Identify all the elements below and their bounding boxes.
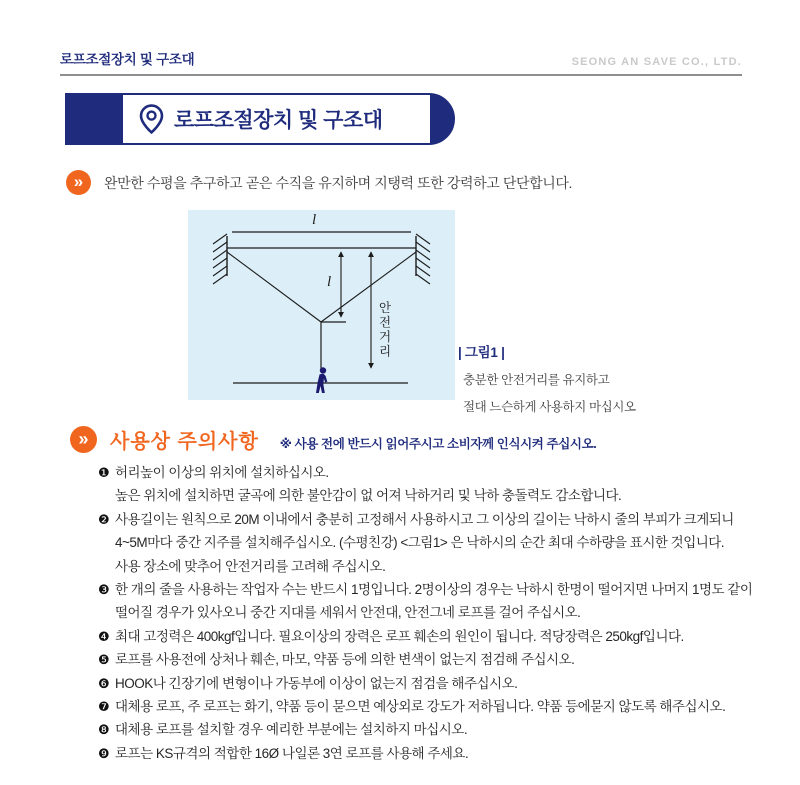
figure-caption <box>458 341 738 415</box>
notice-list <box>98 461 793 765</box>
item-line: 사용 장소에 맞추어 안전거리를 고려해 주십시오. <box>115 558 386 574</box>
banner-pill <box>121 93 455 145</box>
list-item <box>98 695 793 718</box>
item-line: HOOK나 긴장기에 변형이나 가동부에 이상이 없는지 점검을 해주십시오. <box>115 675 518 691</box>
company-name: SEONG AN SAVE CO., LTD. <box>571 56 742 68</box>
banner-accent-block <box>65 93 123 145</box>
page-header <box>60 38 742 76</box>
item-line: 떨어질 경우가 있사오니 중간 지대를 세워서 안전대, 안전그네 로프를 걸어 주십시오. <box>115 605 581 621</box>
list-item <box>98 461 793 508</box>
list-item <box>98 578 793 625</box>
length-label-top: l <box>312 212 317 228</box>
notice-header <box>70 425 596 454</box>
item-number: ❾ <box>98 745 110 761</box>
item-line: 한 개의 줄을 사용하는 작업자 수는 반드시 1명입니다. 2명이상의 경우는 낙하시 한명이 떨어지면 나머지 1명도 같이 <box>115 582 753 598</box>
item-number: ❹ <box>98 628 110 644</box>
list-item <box>98 742 793 765</box>
item-line: 로프를 사용전에 상처나 훼손, 마모, 약품 등에 의한 변색이 없는지 점검해 주십시오. <box>115 652 575 668</box>
caption-title: | 그림1 | <box>458 345 505 360</box>
item-number: ❽ <box>98 722 110 738</box>
item-number: ❷ <box>98 511 110 527</box>
figure-diagram <box>188 210 455 400</box>
item-number: ❶ <box>98 465 110 480</box>
item-line: 4~5M마다 중간 지주를 설치해주십시오. (수평친강) <그림1> 은 낙하시의 순간 최대 수하량을 표시한 것입니다. <box>115 535 725 551</box>
safety-distance-label: 안전거리 <box>377 301 391 359</box>
banner-end-cap <box>430 94 454 144</box>
notice-title: 사용상 주의사항 <box>110 431 259 453</box>
item-line: 최대 고정력은 400kgf입니다. 필요이상의 장력은 로프 훼손의 원인이 됩니다. 적당장력은 250kgf입니다. <box>115 628 684 644</box>
list-item <box>98 718 793 741</box>
item-number: ❼ <box>98 699 110 715</box>
item-number: ❸ <box>98 582 110 598</box>
list-item <box>98 648 793 671</box>
item-line: 대체용 로프, 주 로프는 화기, 약품 등이 묻으면 예상외로 강도가 저하됩니다. 약품 등에묻지 않도록 해주십시오. <box>115 699 726 715</box>
list-item <box>98 625 793 648</box>
map-pin-icon <box>138 103 165 135</box>
figure-panel <box>188 210 455 400</box>
chevron-icon: » <box>66 170 91 195</box>
item-line: 허리높이 이상의 위치에 설치하십시오. <box>115 465 329 480</box>
notice-subtitle: ※ 사용 전에 반드시 읽어주시고 소비자께 인식시켜 주십시오. <box>279 437 597 451</box>
intro-row <box>66 170 572 195</box>
title-banner <box>65 93 455 145</box>
item-number: ❻ <box>98 675 110 691</box>
intro-text: 완만한 수평을 추구하고 곧은 수직을 유지하며 지탱력 또한 강력하고 단단합니다. <box>104 174 572 191</box>
banner-title: 로프조절장치 및 구조대 <box>174 109 383 132</box>
length-label-inner: l <box>327 274 332 290</box>
list-item <box>98 672 793 695</box>
list-item <box>98 508 793 578</box>
item-line: 사용길이는 원칙으로 20M 이내에서 충분히 고정해서 사용하시고 그 이상의 길이는 낙하시 줄의 부피가 크게되니 <box>115 511 734 527</box>
item-line: 높은 위치에 설치하면 굴곡에 의한 불안감이 없 어져 낙하거리 및 낙하 충돌력도 감소합니다. <box>115 488 622 504</box>
item-line: 로프는 KS규격의 적합한 16Ø 나일론 3연 로프를 사용해 주세요. <box>115 745 469 761</box>
caption-line: 충분한 안전거리를 유지하고 <box>463 373 610 387</box>
header-doc-title: 로프조절장치 및 구조대 <box>60 52 195 67</box>
item-line: 대체용 로프를 설치할 경우 예리한 부분에는 설치하지 마십시오. <box>115 722 468 738</box>
caption-line: 절대 느슨하게 사용하지 마십시오 <box>463 400 636 414</box>
chevron-icon: » <box>70 426 97 453</box>
person-figure <box>316 367 327 393</box>
item-number: ❺ <box>98 652 110 668</box>
